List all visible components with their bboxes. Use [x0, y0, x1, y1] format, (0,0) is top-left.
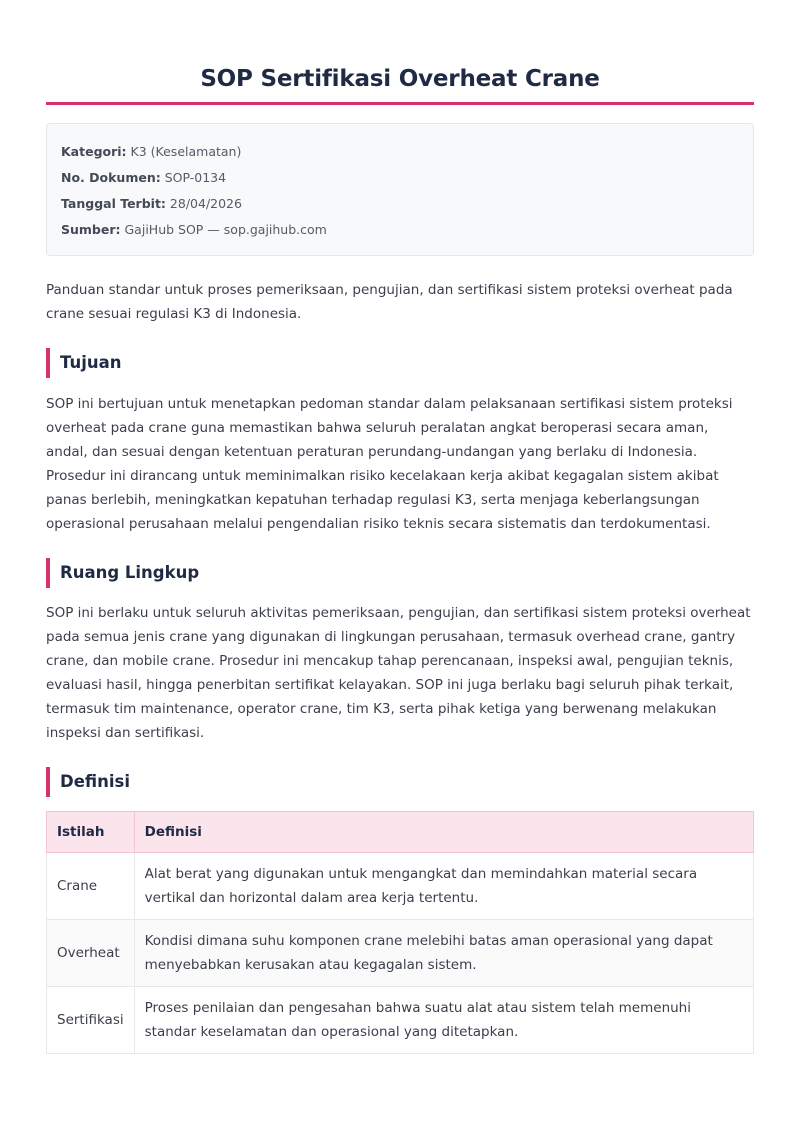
meta-kategori-value: K3 (Keselamatan) [130, 144, 242, 159]
section-heading-ruang-lingkup: Ruang Lingkup [46, 558, 754, 588]
section-heading-definisi: Definisi [46, 767, 754, 797]
page-title: SOP Sertifikasi Overheat Crane [46, 66, 754, 105]
table-cell-definition: Proses penilaian dan pengesahan bahwa suatu alat atau sistem telah memenuhi standar keselamatan dan operasional yang ditetapkan. [134, 987, 753, 1054]
section-heading-tujuan: Tujuan [46, 348, 754, 378]
table-header-row [47, 812, 754, 853]
table-row [47, 920, 754, 987]
metadata-box [46, 123, 754, 256]
section-text-tujuan: SOP ini bertujuan untuk menetapkan pedoman standar dalam pelaksanaan sertifikasi sistem proteksi overheat pada crane guna memastikan bahwa seluruh peralatan angkat beroperasi secara aman, andal, dan sesuai dengan ketentuan peraturan perundang-undangan yang berlaku di Indonesia. Prosedur ini dirancang untuk meminimalkan risiko kecelakaan kerja akibat kegagalan sistem akibat panas berlebih, meningkatkan kepatuhan terhadap regulasi K3, serta menjaga keberlangsungan operasional perusahaan melalui pengendalian risiko teknis secara sistematis dan terdokumentasi. [46, 395, 733, 532]
meta-kategori-label: Kategori: [61, 144, 127, 159]
meta-sumber-label: Sumber: [61, 222, 121, 237]
meta-nodok [61, 165, 739, 191]
table-cell-term: Crane [47, 853, 135, 920]
meta-tanggal [61, 191, 739, 217]
meta-nodok-label: No. Dokumen: [61, 170, 161, 185]
document-page [46, 0, 754, 1054]
table-header-term: Istilah [47, 812, 135, 853]
meta-kategori [61, 139, 739, 165]
meta-sumber [61, 217, 739, 243]
definitions-table [46, 811, 754, 1054]
meta-tanggal-value: 28/04/2026 [169, 196, 242, 211]
table-cell-term: Overheat [47, 920, 135, 987]
table-cell-definition: Alat berat yang digunakan untuk mengangkat dan memindahkan material secara vertikal dan horizontal dalam area kerja tertentu. [134, 853, 753, 920]
table-cell-term: Sertifikasi [47, 987, 135, 1054]
meta-sumber-value: GajiHub SOP — sop.gajihub.com [124, 222, 327, 237]
table-row [47, 987, 754, 1054]
meta-nodok-value: SOP-0134 [164, 170, 227, 185]
table-cell-definition: Kondisi dimana suhu komponen crane melebihi batas aman operasional yang dapat menyebabkan kerusakan atau kegagalan sistem. [134, 920, 753, 987]
intro-paragraph: Panduan standar untuk proses pemeriksaan, pengujian, dan sertifikasi sistem proteksi overheat pada crane sesuai regulasi K3 di Indonesia. [46, 282, 733, 322]
section-text-ruang-lingkup: SOP ini berlaku untuk seluruh aktivitas pemeriksaan, pengujian, dan sertifikasi sistem proteksi overheat pada semua jenis crane yang digunakan di lingkungan perusahaan, termasuk overhead crane, gantry crane, dan mobile crane. Prosedur ini mencakup tahap perencanaan, inspeksi awal, pengujian teknis, evaluasi hasil, hingga penerbitan sertifikat kelayakan. SOP ini juga berlaku bagi seluruh pihak terkait, termasuk tim maintenance, operator crane, tim K3, serta pihak ketiga yang berwenang melakukan inspeksi dan sertifikasi. [46, 605, 751, 741]
table-header-definition: Definisi [134, 812, 753, 853]
table-row [47, 853, 754, 920]
meta-tanggal-label: Tanggal Terbit: [61, 196, 166, 211]
